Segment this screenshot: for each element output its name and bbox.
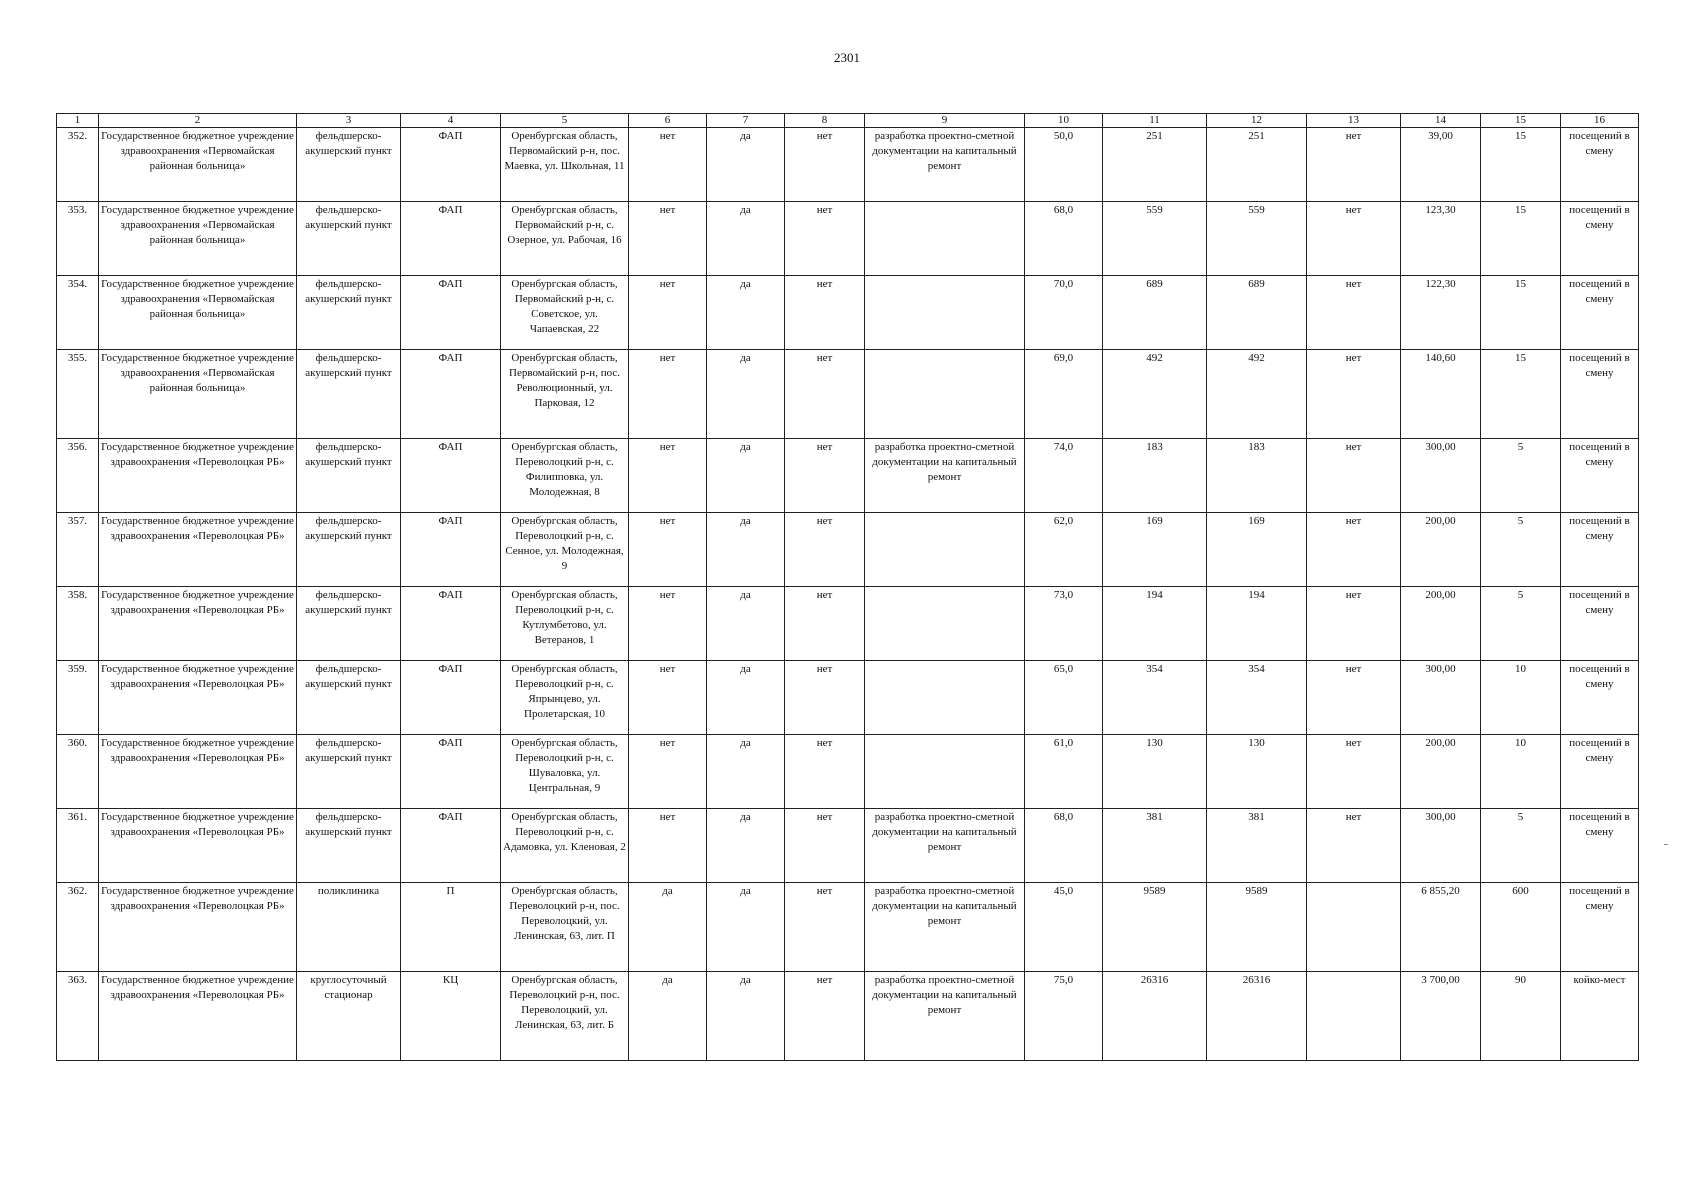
cell-capacity-unit: посещений в смену [1561, 661, 1639, 735]
table-row [57, 972, 1639, 1061]
table-row [57, 661, 1639, 735]
table-row [57, 735, 1639, 809]
cell-col-6-flag: нет [629, 350, 707, 439]
column-header: 9 [865, 114, 1025, 128]
cell-col-15-capacity: 5 [1481, 587, 1561, 661]
cell-facility-code: ФАП [401, 735, 501, 809]
cell-address: Оренбургская область, Переволоцкий р-н, с. Япрынцево, ул. Пролетарская, 10 [501, 661, 629, 735]
cell-col-6-flag: нет [629, 513, 707, 587]
cell-col-15-capacity: 5 [1481, 809, 1561, 883]
cell-col-14-value: 122,30 [1401, 276, 1481, 350]
cell-col-8-flag: нет [785, 439, 865, 513]
cell-capacity-unit: посещений в смену [1561, 128, 1639, 202]
cell-capacity-unit: посещений в смену [1561, 809, 1639, 883]
cell-col-11-value: 559 [1103, 202, 1207, 276]
cell-col-11-value: 130 [1103, 735, 1207, 809]
cell-row-number: 357. [57, 513, 99, 587]
column-header: 10 [1025, 114, 1103, 128]
cell-col-14-value: 6 855,20 [1401, 883, 1481, 972]
cell-row-number: 360. [57, 735, 99, 809]
cell-col-10-value: 62,0 [1025, 513, 1103, 587]
cell-col-13-flag [1307, 883, 1401, 972]
cell-address: Оренбургская область, Переволоцкий р-н, с. Адамовка, ул. Кленовая, 2 [501, 809, 629, 883]
cell-row-number: 358. [57, 587, 99, 661]
cell-facility-code: ФАП [401, 587, 501, 661]
cell-col-13-flag: нет [1307, 513, 1401, 587]
cell-col-13-flag: нет [1307, 661, 1401, 735]
cell-row-number: 363. [57, 972, 99, 1061]
cell-facility-code: ФАП [401, 276, 501, 350]
cell-col-14-value: 200,00 [1401, 587, 1481, 661]
column-header: 6 [629, 114, 707, 128]
cell-col-7-flag: да [707, 350, 785, 439]
cell-col-6-flag: нет [629, 809, 707, 883]
column-header: 4 [401, 114, 501, 128]
cell-col-15-capacity: 10 [1481, 735, 1561, 809]
table-row [57, 128, 1639, 202]
cell-col-12-value: 381 [1207, 809, 1307, 883]
cell-col-8-flag: нет [785, 202, 865, 276]
cell-col-8-flag: нет [785, 972, 865, 1061]
cell-facility-type: фельдшерско-акушерский пункт [297, 513, 401, 587]
cell-col-6-flag: нет [629, 439, 707, 513]
cell-col-7-flag: да [707, 972, 785, 1061]
cell-col-7-flag: да [707, 809, 785, 883]
cell-col-7-flag: да [707, 276, 785, 350]
table-row [57, 513, 1639, 587]
cell-col-15-capacity: 5 [1481, 513, 1561, 587]
cell-col-6-flag: нет [629, 735, 707, 809]
cell-institution-name: Государственное бюджетное учреждение здравоохранения «Переволоцкая РБ» [99, 809, 297, 883]
cell-col-11-value: 183 [1103, 439, 1207, 513]
cell-institution-name: Государственное бюджетное учреждение здравоохранения «Переволоцкая РБ» [99, 972, 297, 1061]
cell-address: Оренбургская область, Переволоцкий р-н, с. Шуваловка, ул. Центральная, 9 [501, 735, 629, 809]
cell-col-12-value: 26316 [1207, 972, 1307, 1061]
cell-planned-work [865, 202, 1025, 276]
cell-col-6-flag: нет [629, 276, 707, 350]
cell-row-number: 362. [57, 883, 99, 972]
cell-col-15-capacity: 15 [1481, 202, 1561, 276]
cell-col-14-value: 3 700,00 [1401, 972, 1481, 1061]
column-header: 3 [297, 114, 401, 128]
column-header: 2 [99, 114, 297, 128]
cell-col-8-flag: нет [785, 276, 865, 350]
cell-facility-type: фельдшерско-акушерский пункт [297, 735, 401, 809]
cell-col-14-value: 300,00 [1401, 661, 1481, 735]
column-header: 8 [785, 114, 865, 128]
cell-col-15-capacity: 10 [1481, 661, 1561, 735]
cell-address: Оренбургская область, Первомайский р-н, с. Советское, ул. Чапаевская, 22 [501, 276, 629, 350]
cell-col-15-capacity: 15 [1481, 276, 1561, 350]
cell-col-14-value: 200,00 [1401, 735, 1481, 809]
cell-col-10-value: 69,0 [1025, 350, 1103, 439]
cell-col-13-flag: нет [1307, 809, 1401, 883]
column-header: 11 [1103, 114, 1207, 128]
cell-institution-name: Государственное бюджетное учреждение здравоохранения «Переволоцкая РБ» [99, 439, 297, 513]
cell-institution-name: Государственное бюджетное учреждение здравоохранения «Переволоцкая РБ» [99, 587, 297, 661]
cell-facility-type: фельдшерско-акушерский пункт [297, 439, 401, 513]
cell-planned-work: разработка проектно-сметной документации на капитальный ремонт [865, 883, 1025, 972]
column-header: 7 [707, 114, 785, 128]
cell-col-15-capacity: 600 [1481, 883, 1561, 972]
cell-col-8-flag: нет [785, 809, 865, 883]
cell-capacity-unit: посещений в смену [1561, 883, 1639, 972]
cell-col-12-value: 559 [1207, 202, 1307, 276]
cell-col-7-flag: да [707, 735, 785, 809]
cell-facility-type: фельдшерско-акушерский пункт [297, 661, 401, 735]
cell-col-12-value: 492 [1207, 350, 1307, 439]
cell-capacity-unit: посещений в смену [1561, 587, 1639, 661]
table-row [57, 276, 1639, 350]
cell-col-13-flag: нет [1307, 439, 1401, 513]
scan-mark [1664, 844, 1668, 845]
cell-col-14-value: 300,00 [1401, 439, 1481, 513]
cell-col-7-flag: да [707, 661, 785, 735]
cell-planned-work [865, 276, 1025, 350]
cell-col-14-value: 140,60 [1401, 350, 1481, 439]
table-row [57, 202, 1639, 276]
column-header: 14 [1401, 114, 1481, 128]
cell-row-number: 353. [57, 202, 99, 276]
cell-col-10-value: 45,0 [1025, 883, 1103, 972]
cell-facility-type: фельдшерско-акушерский пункт [297, 276, 401, 350]
cell-address: Оренбургская область, Первомайский р-н, с. Озерное, ул. Рабочая, 16 [501, 202, 629, 276]
cell-planned-work [865, 735, 1025, 809]
cell-col-7-flag: да [707, 587, 785, 661]
cell-planned-work: разработка проектно-сметной документации на капитальный ремонт [865, 972, 1025, 1061]
cell-facility-code: ФАП [401, 350, 501, 439]
cell-col-11-value: 169 [1103, 513, 1207, 587]
column-header: 16 [1561, 114, 1639, 128]
cell-capacity-unit: посещений в смену [1561, 735, 1639, 809]
cell-row-number: 352. [57, 128, 99, 202]
cell-col-7-flag: да [707, 883, 785, 972]
cell-col-10-value: 61,0 [1025, 735, 1103, 809]
cell-facility-type: фельдшерско-акушерский пункт [297, 809, 401, 883]
table-row [57, 809, 1639, 883]
cell-facility-type: фельдшерско-акушерский пункт [297, 350, 401, 439]
cell-col-7-flag: да [707, 128, 785, 202]
cell-col-6-flag: нет [629, 661, 707, 735]
cell-col-14-value: 300,00 [1401, 809, 1481, 883]
cell-facility-code: П [401, 883, 501, 972]
cell-facility-code: ФАП [401, 661, 501, 735]
cell-col-12-value: 130 [1207, 735, 1307, 809]
cell-planned-work: разработка проектно-сметной документации на капитальный ремонт [865, 439, 1025, 513]
cell-row-number: 355. [57, 350, 99, 439]
cell-address: Оренбургская область, Переволоцкий р-н, с. Филипповка, ул. Молодежная, 8 [501, 439, 629, 513]
cell-col-12-value: 689 [1207, 276, 1307, 350]
cell-capacity-unit: посещений в смену [1561, 513, 1639, 587]
cell-col-15-capacity: 90 [1481, 972, 1561, 1061]
cell-col-10-value: 74,0 [1025, 439, 1103, 513]
cell-institution-name: Государственное бюджетное учреждение здравоохранения «Переволоцкая РБ» [99, 735, 297, 809]
table-row [57, 439, 1639, 513]
cell-institution-name: Государственное бюджетное учреждение здравоохранения «Первомайская районная больница» [99, 276, 297, 350]
cell-planned-work [865, 661, 1025, 735]
cell-col-8-flag: нет [785, 735, 865, 809]
cell-col-8-flag: нет [785, 350, 865, 439]
cell-col-12-value: 183 [1207, 439, 1307, 513]
cell-col-11-value: 251 [1103, 128, 1207, 202]
cell-col-6-flag: да [629, 972, 707, 1061]
cell-col-12-value: 251 [1207, 128, 1307, 202]
cell-institution-name: Государственное бюджетное учреждение здравоохранения «Первомайская районная больница» [99, 128, 297, 202]
cell-planned-work: разработка проектно-сметной документации на капитальный ремонт [865, 809, 1025, 883]
cell-col-10-value: 68,0 [1025, 809, 1103, 883]
cell-col-12-value: 354 [1207, 661, 1307, 735]
cell-capacity-unit: посещений в смену [1561, 350, 1639, 439]
column-header: 5 [501, 114, 629, 128]
cell-planned-work [865, 587, 1025, 661]
cell-col-14-value: 200,00 [1401, 513, 1481, 587]
cell-facility-type: фельдшерско-акушерский пункт [297, 202, 401, 276]
cell-capacity-unit: койко-мест [1561, 972, 1639, 1061]
cell-address: Оренбургская область, Переволоцкий р-н, пос. Переволоцкий, ул. Ленинская, 63, лит. Б [501, 972, 629, 1061]
cell-institution-name: Государственное бюджетное учреждение здравоохранения «Переволоцкая РБ» [99, 661, 297, 735]
cell-col-14-value: 39,00 [1401, 128, 1481, 202]
cell-col-13-flag: нет [1307, 276, 1401, 350]
cell-facility-type: круглосуточный стационар [297, 972, 401, 1061]
cell-facility-code: ФАП [401, 128, 501, 202]
cell-capacity-unit: посещений в смену [1561, 202, 1639, 276]
cell-institution-name: Государственное бюджетное учреждение здравоохранения «Первомайская районная больница» [99, 350, 297, 439]
cell-col-10-value: 70,0 [1025, 276, 1103, 350]
cell-col-11-value: 9589 [1103, 883, 1207, 972]
cell-row-number: 361. [57, 809, 99, 883]
cell-col-13-flag: нет [1307, 202, 1401, 276]
cell-col-6-flag: нет [629, 128, 707, 202]
cell-col-13-flag [1307, 972, 1401, 1061]
cell-col-13-flag: нет [1307, 735, 1401, 809]
cell-col-10-value: 73,0 [1025, 587, 1103, 661]
cell-planned-work [865, 513, 1025, 587]
table-row [57, 350, 1639, 439]
column-header: 13 [1307, 114, 1401, 128]
cell-col-8-flag: нет [785, 883, 865, 972]
column-header: 15 [1481, 114, 1561, 128]
facilities-table [56, 113, 1639, 1061]
cell-col-11-value: 689 [1103, 276, 1207, 350]
column-header: 1 [57, 114, 99, 128]
cell-facility-code: ФАП [401, 513, 501, 587]
cell-col-8-flag: нет [785, 587, 865, 661]
cell-col-15-capacity: 15 [1481, 128, 1561, 202]
cell-col-11-value: 354 [1103, 661, 1207, 735]
cell-row-number: 354. [57, 276, 99, 350]
cell-col-11-value: 194 [1103, 587, 1207, 661]
cell-facility-code: ФАП [401, 809, 501, 883]
cell-col-6-flag: нет [629, 587, 707, 661]
cell-col-15-capacity: 5 [1481, 439, 1561, 513]
cell-col-7-flag: да [707, 202, 785, 276]
cell-col-12-value: 194 [1207, 587, 1307, 661]
table-row [57, 883, 1639, 972]
cell-col-11-value: 26316 [1103, 972, 1207, 1061]
cell-facility-code: КЦ [401, 972, 501, 1061]
cell-col-13-flag: нет [1307, 350, 1401, 439]
page-number: 2301 [834, 50, 860, 65]
cell-capacity-unit: посещений в смену [1561, 439, 1639, 513]
cell-planned-work: разработка проектно-сметной документации на капитальный ремонт [865, 128, 1025, 202]
cell-facility-code: ФАП [401, 202, 501, 276]
cell-col-13-flag: нет [1307, 587, 1401, 661]
column-number-row [57, 114, 1639, 128]
cell-col-8-flag: нет [785, 128, 865, 202]
cell-col-6-flag: да [629, 883, 707, 972]
cell-col-8-flag: нет [785, 661, 865, 735]
cell-facility-code: ФАП [401, 439, 501, 513]
cell-address: Оренбургская область, Переволоцкий р-н, с. Сенное, ул. Молодежная, 9 [501, 513, 629, 587]
cell-col-15-capacity: 15 [1481, 350, 1561, 439]
cell-col-11-value: 492 [1103, 350, 1207, 439]
cell-address: Оренбургская область, Первомайский р-н, пос. Маевка, ул. Школьная, 11 [501, 128, 629, 202]
cell-col-7-flag: да [707, 439, 785, 513]
cell-address: Оренбургская область, Переволоцкий р-н, с. Кутлумбетово, ул. Ветеранов, 1 [501, 587, 629, 661]
cell-institution-name: Государственное бюджетное учреждение здравоохранения «Первомайская районная больница» [99, 202, 297, 276]
table-row [57, 587, 1639, 661]
cell-col-12-value: 169 [1207, 513, 1307, 587]
cell-address: Оренбургская область, Переволоцкий р-н, пос. Переволоцкий, ул. Ленинская, 63, лит. П [501, 883, 629, 972]
cell-col-6-flag: нет [629, 202, 707, 276]
cell-col-14-value: 123,30 [1401, 202, 1481, 276]
cell-facility-type: поликлиника [297, 883, 401, 972]
cell-capacity-unit: посещений в смену [1561, 276, 1639, 350]
cell-col-11-value: 381 [1103, 809, 1207, 883]
cell-facility-type: фельдшерско-акушерский пункт [297, 128, 401, 202]
cell-col-12-value: 9589 [1207, 883, 1307, 972]
cell-col-10-value: 65,0 [1025, 661, 1103, 735]
cell-row-number: 359. [57, 661, 99, 735]
cell-col-10-value: 50,0 [1025, 128, 1103, 202]
cell-row-number: 356. [57, 439, 99, 513]
cell-facility-type: фельдшерско-акушерский пункт [297, 587, 401, 661]
column-header: 12 [1207, 114, 1307, 128]
cell-institution-name: Государственное бюджетное учреждение здравоохранения «Переволоцкая РБ» [99, 513, 297, 587]
cell-col-7-flag: да [707, 513, 785, 587]
cell-col-10-value: 75,0 [1025, 972, 1103, 1061]
cell-col-13-flag: нет [1307, 128, 1401, 202]
cell-planned-work [865, 350, 1025, 439]
cell-col-10-value: 68,0 [1025, 202, 1103, 276]
cell-col-8-flag: нет [785, 513, 865, 587]
cell-institution-name: Государственное бюджетное учреждение здравоохранения «Переволоцкая РБ» [99, 883, 297, 972]
cell-address: Оренбургская область, Первомайский р-н, пос. Революционный, ул. Парковая, 12 [501, 350, 629, 439]
